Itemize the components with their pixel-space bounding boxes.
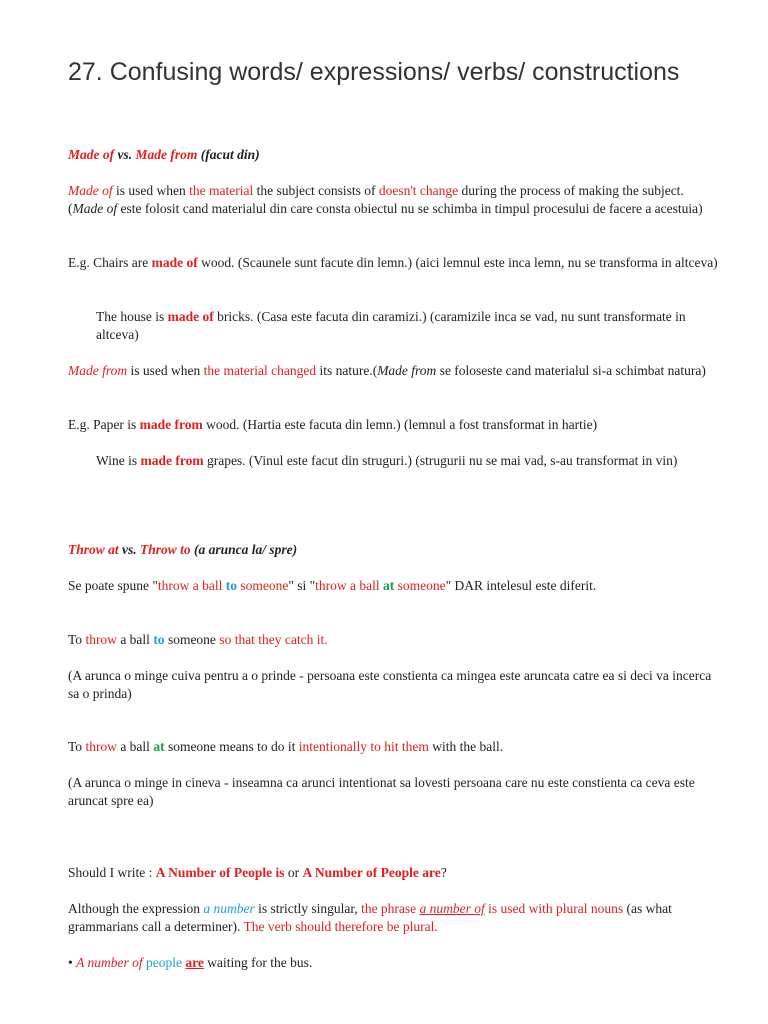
paragraph-number-explanation: Although the expression a number is strictly singular, the phrase a number of is used with plural nouns (as what grammarians call a determiner). The verb should therefore be plural.	[68, 901, 672, 934]
paragraph-throw-at-translation: (A arunca o minge in cineva - inseamna ca arunci intentionat sa lovesti persoana care nu este constienta ca ceva este aruncat spre ea)	[68, 775, 695, 808]
paragraph-made-of-definition: Made of is used when the material the subject consists of doesn't change during the process of making the subject. (Made of este folosit cand materialul din care consta obiectul nu se schimba in timpul procesului de facere a acestuia)	[68, 183, 703, 216]
paragraph-example-paper: E.g. Paper is made from wood. (Hartia este facuta din lemn.) (lemnul a fost transformat in hartie)	[68, 417, 598, 432]
page-title: 27. Confusing words/ expressions/ verbs/ constructions	[68, 58, 680, 86]
section-heading-throw-at: Throw at vs. Throw to (a arunca la/ spre)	[68, 542, 298, 557]
paragraph-throw-at: To throw a ball at someone means to do it intentionally to hit them with the ball.	[68, 739, 504, 754]
section-heading-made-of: Made of vs. Made from (facut din)	[68, 147, 260, 162]
bullet-icon: •	[68, 955, 73, 970]
list-item-number-example: • A number of people are waiting for the bus.	[68, 955, 313, 970]
paragraph-throw-intro: Se poate spune "throw a ball to someone" si "throw a ball at someone" DAR intelesul este diferit.	[68, 578, 597, 593]
paragraph-example-chairs: E.g. Chairs are made of wood. (Scaunele sunt facute din lemn.) (aici lemnul este inca lemn, nu se transforma in altceva)	[68, 255, 718, 270]
paragraph-example-house: The house is made of bricks. (Casa este facuta din caramizi.) (caramizile inca se vad, nu sunt transformate in altceva)	[96, 309, 686, 342]
paragraph-throw-to: To throw a ball to someone so that they catch it.	[68, 632, 328, 647]
paragraph-number-question: Should I write : A Number of People is or A Number of People are?	[68, 865, 447, 880]
paragraph-example-wine: Wine is made from grapes. (Vinul este facut din struguri.) (strugurii nu se mai vad, s-au transformat in vin)	[96, 453, 678, 468]
paragraph-made-from-definition: Made from is used when the material changed its nature.(Made from se foloseste cand materialul si-a schimbat natura)	[68, 363, 706, 378]
paragraph-throw-to-translation: (A arunca o minge cuiva pentru a o prinde - persoana este constienta ca mingea este aruncata catre ea si deci va incerca sa o prinda)	[68, 668, 712, 701]
